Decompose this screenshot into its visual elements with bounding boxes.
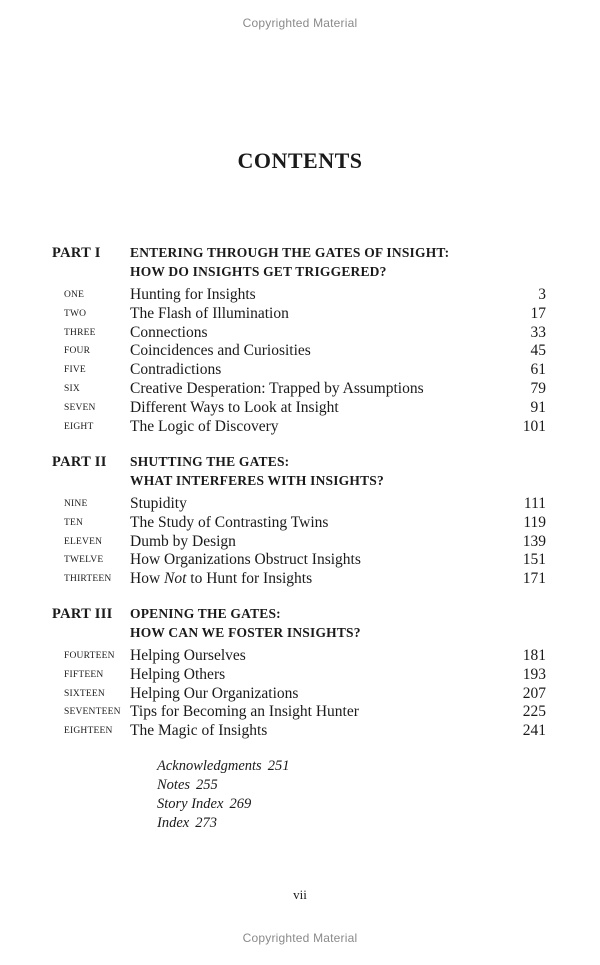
chapter-title: Helping Ourselves — [130, 647, 246, 664]
chapter-page-number: 101 — [522, 417, 546, 435]
chapter-page-number: 33 — [530, 323, 546, 341]
part-heading-line-2: HOW CAN WE FOSTER INSIGHTS? — [130, 625, 361, 640]
chapter-page-number: 45 — [530, 342, 546, 360]
part-heading-line-1: OPENING THE GATES: — [130, 606, 281, 621]
back-matter-entry[interactable] — [157, 815, 289, 834]
chapter-page-number: 181 — [522, 647, 546, 664]
chapter-title: The Logic of Discovery — [130, 417, 279, 435]
chapter-title: The Magic of Insights — [130, 722, 268, 740]
chapter-entry[interactable] — [0, 514, 600, 533]
chapter-title: The Flash of Illumination — [130, 304, 289, 322]
back-matter-page-number: 251 — [267, 758, 290, 774]
part-label: PART III — [52, 606, 113, 622]
part-label: PART II — [52, 454, 107, 470]
chapter-page-number: 225 — [522, 703, 546, 721]
back-matter-page-number: 273 — [195, 815, 217, 831]
back-matter-title: Notes — [157, 777, 191, 793]
chapter-title: Different Ways to Look at Insight — [130, 398, 339, 416]
back-matter-entry[interactable] — [157, 796, 289, 815]
back-matter-page-number: 269 — [229, 796, 252, 812]
copyright-watermark-top: Copyrighted Material — [242, 16, 358, 30]
chapter-page-number: 139 — [522, 532, 546, 550]
chapter-title — [130, 570, 312, 588]
chapter-entry[interactable] — [0, 418, 600, 437]
chapter-title: Creative Desperation: Trapped by Assumptions — [130, 379, 424, 397]
chapter-title: Connections — [130, 323, 208, 341]
chapter-title-part: to Hunt for Insights — [186, 570, 313, 588]
chapter-page-number: 207 — [522, 684, 546, 702]
chapter-entry[interactable] — [0, 722, 600, 741]
part-heading-line-2: WHAT INTERFERES WITH INSIGHTS? — [130, 473, 384, 488]
chapter-page-number: 171 — [522, 570, 546, 588]
chapter-page-number: 119 — [523, 513, 546, 531]
chapter-list — [0, 286, 600, 436]
chapter-page-number: 111 — [523, 495, 546, 512]
chapter-title: Helping Others — [130, 665, 226, 683]
chapter-entry[interactable] — [0, 380, 600, 399]
chapter-list — [0, 495, 600, 589]
chapter-title-emphasis: Not — [164, 570, 187, 588]
chapter-number: THIRTEEN — [64, 574, 112, 585]
chapter-number: TWELVE — [64, 555, 104, 566]
chapter-entry[interactable] — [0, 399, 600, 418]
chapter-entry[interactable] — [0, 551, 600, 570]
chapter-number: TWO — [64, 308, 87, 319]
chapter-entry[interactable] — [0, 361, 600, 380]
copyright-watermark-bottom: Copyrighted Material — [242, 931, 358, 945]
chapter-page-number: 151 — [522, 551, 546, 569]
chapter-page-number: 241 — [522, 722, 546, 740]
chapter-title: How Organizations Obstruct Insights — [130, 551, 361, 569]
back-matter-entry[interactable] — [157, 777, 289, 796]
chapter-entry[interactable] — [0, 647, 600, 666]
chapter-entry[interactable] — [0, 703, 600, 722]
chapter-entry[interactable] — [0, 324, 600, 343]
chapter-number: SEVENTEEN — [64, 707, 121, 718]
back-matter-title: Acknowledgments — [157, 758, 262, 774]
chapter-page-number: 17 — [530, 304, 546, 322]
chapter-entry[interactable] — [0, 342, 600, 361]
chapter-entry[interactable] — [0, 685, 600, 704]
chapter-number: TEN — [64, 517, 84, 528]
chapter-title: Coincidences and Curiosities — [130, 342, 311, 360]
chapter-title-part: How — [130, 570, 165, 588]
chapter-number: THREE — [64, 327, 96, 338]
chapter-title: Stupidity — [130, 495, 187, 512]
chapter-number: ELEVEN — [64, 536, 103, 547]
chapter-title: The Study of Contrasting Twins — [130, 513, 329, 531]
chapter-entry[interactable] — [0, 495, 600, 514]
part-heading-line-1: SHUTTING THE GATES: — [130, 454, 290, 469]
page-folio: vii — [293, 887, 307, 902]
part-label: PART I — [52, 245, 101, 261]
chapter-number: EIGHTEEN — [64, 726, 113, 737]
back-matter-list — [157, 758, 289, 834]
chapter-number: FOUR — [64, 346, 91, 357]
back-matter-title: Story Index — [157, 796, 224, 812]
chapter-number: SEVEN — [64, 402, 96, 413]
back-matter-page-number: 255 — [196, 777, 218, 793]
chapter-title: Helping Our Organizations — [130, 684, 299, 702]
chapter-page-number: 61 — [530, 361, 546, 379]
chapter-entry[interactable] — [0, 666, 600, 685]
chapter-entry[interactable] — [0, 570, 600, 589]
chapter-number: FOURTEEN — [64, 651, 115, 661]
page-title: CONTENTS — [237, 148, 363, 173]
chapter-title: Contradictions — [130, 361, 222, 379]
chapter-number: SIXTEEN — [64, 688, 105, 699]
chapter-page-number: 91 — [530, 398, 546, 416]
chapter-number: ONE — [64, 290, 85, 300]
chapter-list — [0, 647, 600, 741]
chapter-number: SIX — [64, 383, 80, 394]
chapter-page-number: 3 — [538, 286, 546, 303]
chapter-number: FIVE — [64, 365, 86, 376]
chapter-entry[interactable] — [0, 533, 600, 552]
chapter-page-number: 193 — [522, 665, 546, 683]
back-matter-entry[interactable] — [157, 758, 289, 777]
chapter-number: EIGHT — [64, 421, 94, 432]
chapter-number: FIFTEEN — [64, 669, 104, 680]
chapter-title: Dumb by Design — [130, 532, 236, 550]
chapter-entry[interactable] — [0, 286, 600, 305]
chapter-number: NINE — [64, 499, 88, 509]
part-heading-line-1: ENTERING THROUGH THE GATES OF INSIGHT: — [130, 245, 450, 260]
back-matter-title: Index — [157, 815, 190, 831]
chapter-page-number: 79 — [530, 379, 546, 397]
chapter-title: Hunting for Insights — [130, 286, 256, 303]
chapter-entry[interactable] — [0, 305, 600, 324]
chapter-title: Tips for Becoming an Insight Hunter — [130, 703, 359, 721]
part-heading-line-2: HOW DO INSIGHTS GET TRIGGERED? — [130, 264, 387, 279]
